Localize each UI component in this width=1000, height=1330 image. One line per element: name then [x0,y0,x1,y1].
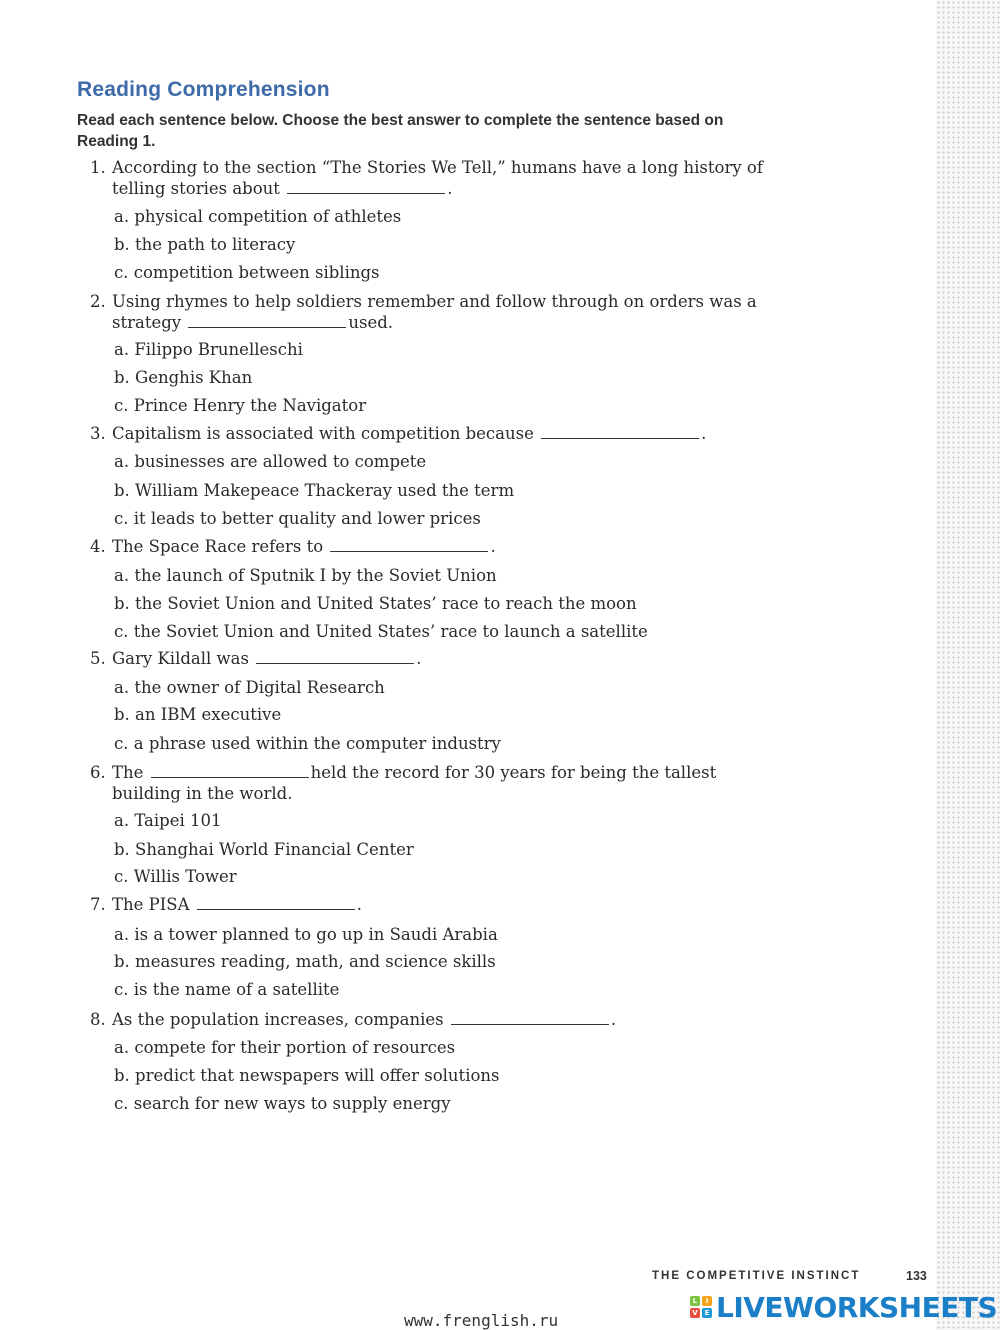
question-8-option-b[interactable]: b. predict that newspapers will offer solutions [114,1066,500,1085]
question-2-option-c[interactable]: c. Prince Henry the Navigator [114,396,367,415]
question-6: 6. The held the record for 30 years for being the tallest building in the world. [90,763,717,803]
question-7-option-c[interactable]: c. is the name of a satellite [114,980,340,999]
question-4-option-b[interactable]: b. the Soviet Union and United States’ race to reach the moon [114,594,637,613]
question-1-option-a[interactable]: a. physical competition of athletes [114,207,402,226]
liveworksheets-logo [690,1290,997,1324]
question-1-option-c[interactable]: c. competition between siblings [114,263,380,282]
answer-blank[interactable] [287,179,445,194]
question-1-option-b[interactable]: b. the path to literacy [114,235,296,254]
question-6-option-a[interactable]: a. Taipei 101 [114,811,222,830]
question-5-option-a[interactable]: a. the owner of Digital Research [114,678,385,697]
liveworksheets-logo-icon [690,1296,712,1318]
question-6-option-b[interactable]: b. Shanghai World Financial Center [114,840,414,859]
liveworksheets-brand: LIVEWORKSHEETS [716,1290,998,1324]
question-8-option-a[interactable]: a. compete for their portion of resources [114,1038,456,1057]
page-number: 133 [906,1269,927,1283]
question-3-option-c[interactable]: c. it leads to better quality and lower prices [114,509,481,528]
question-8-option-c[interactable]: c. search for new ways to supply energy [114,1094,451,1113]
answer-blank[interactable] [188,313,346,328]
answer-blank[interactable] [541,424,699,439]
answer-blank[interactable] [256,649,414,664]
question-3: 3. Capitalism is associated with competition because . [90,424,707,443]
instructions: Read each sentence below. Choose the best answer to complete the sentence based on Reading 1. [77,112,724,150]
question-8: 8. As the population increases, companies . [90,1010,617,1029]
question-4: 4. The Space Race refers to . [90,537,496,556]
question-3-option-b[interactable]: b. William Makepeace Thackeray used the term [114,481,515,500]
question-5-option-b[interactable]: b. an IBM executive [114,705,282,724]
section-title: Reading Comprehension [77,78,330,101]
site-url: www.frenglish.ru [404,1311,559,1330]
question-4-option-c[interactable]: c. the Soviet Union and United States’ race to launch a satellite [114,622,648,641]
answer-blank[interactable] [330,537,488,552]
logo-square-e: E [702,1308,712,1318]
question-2-option-a[interactable]: a. Filippo Brunelleschi [114,340,303,359]
logo-square-i: I [702,1296,712,1306]
question-3-option-a[interactable]: a. businesses are allowed to compete [114,452,427,471]
question-5: 5. Gary Kildall was . [90,649,422,668]
question-7-option-a[interactable]: a. is a tower planned to go up in Saudi Arabia [114,925,498,944]
question-2-option-b[interactable]: b. Genghis Khan [114,368,253,387]
question-6-option-c[interactable]: c. Willis Tower [114,867,237,886]
logo-square-l: L [690,1296,700,1306]
question-7-option-b[interactable]: b. measures reading, math, and science skills [114,952,496,971]
answer-blank[interactable] [451,1010,609,1025]
question-4-option-a[interactable]: a. the launch of Sputnik I by the Soviet Union [114,566,497,585]
answer-blank[interactable] [151,763,309,778]
logo-square-v: V [690,1308,700,1318]
answer-blank[interactable] [197,895,355,910]
page-margin-dot-pattern [936,0,1000,1330]
question-1: 1. According to the section “The Stories We Tell,” humans have a long history of telling stories about . [90,158,763,198]
question-7: 7. The PISA . [90,895,362,914]
running-head: THE COMPETITIVE INSTINCT [652,1270,861,1282]
question-5-option-c[interactable]: c. a phrase used within the computer industry [114,734,501,753]
question-2: 2. Using rhymes to help soldiers remember and follow through on orders was a strategy used. [90,292,757,332]
